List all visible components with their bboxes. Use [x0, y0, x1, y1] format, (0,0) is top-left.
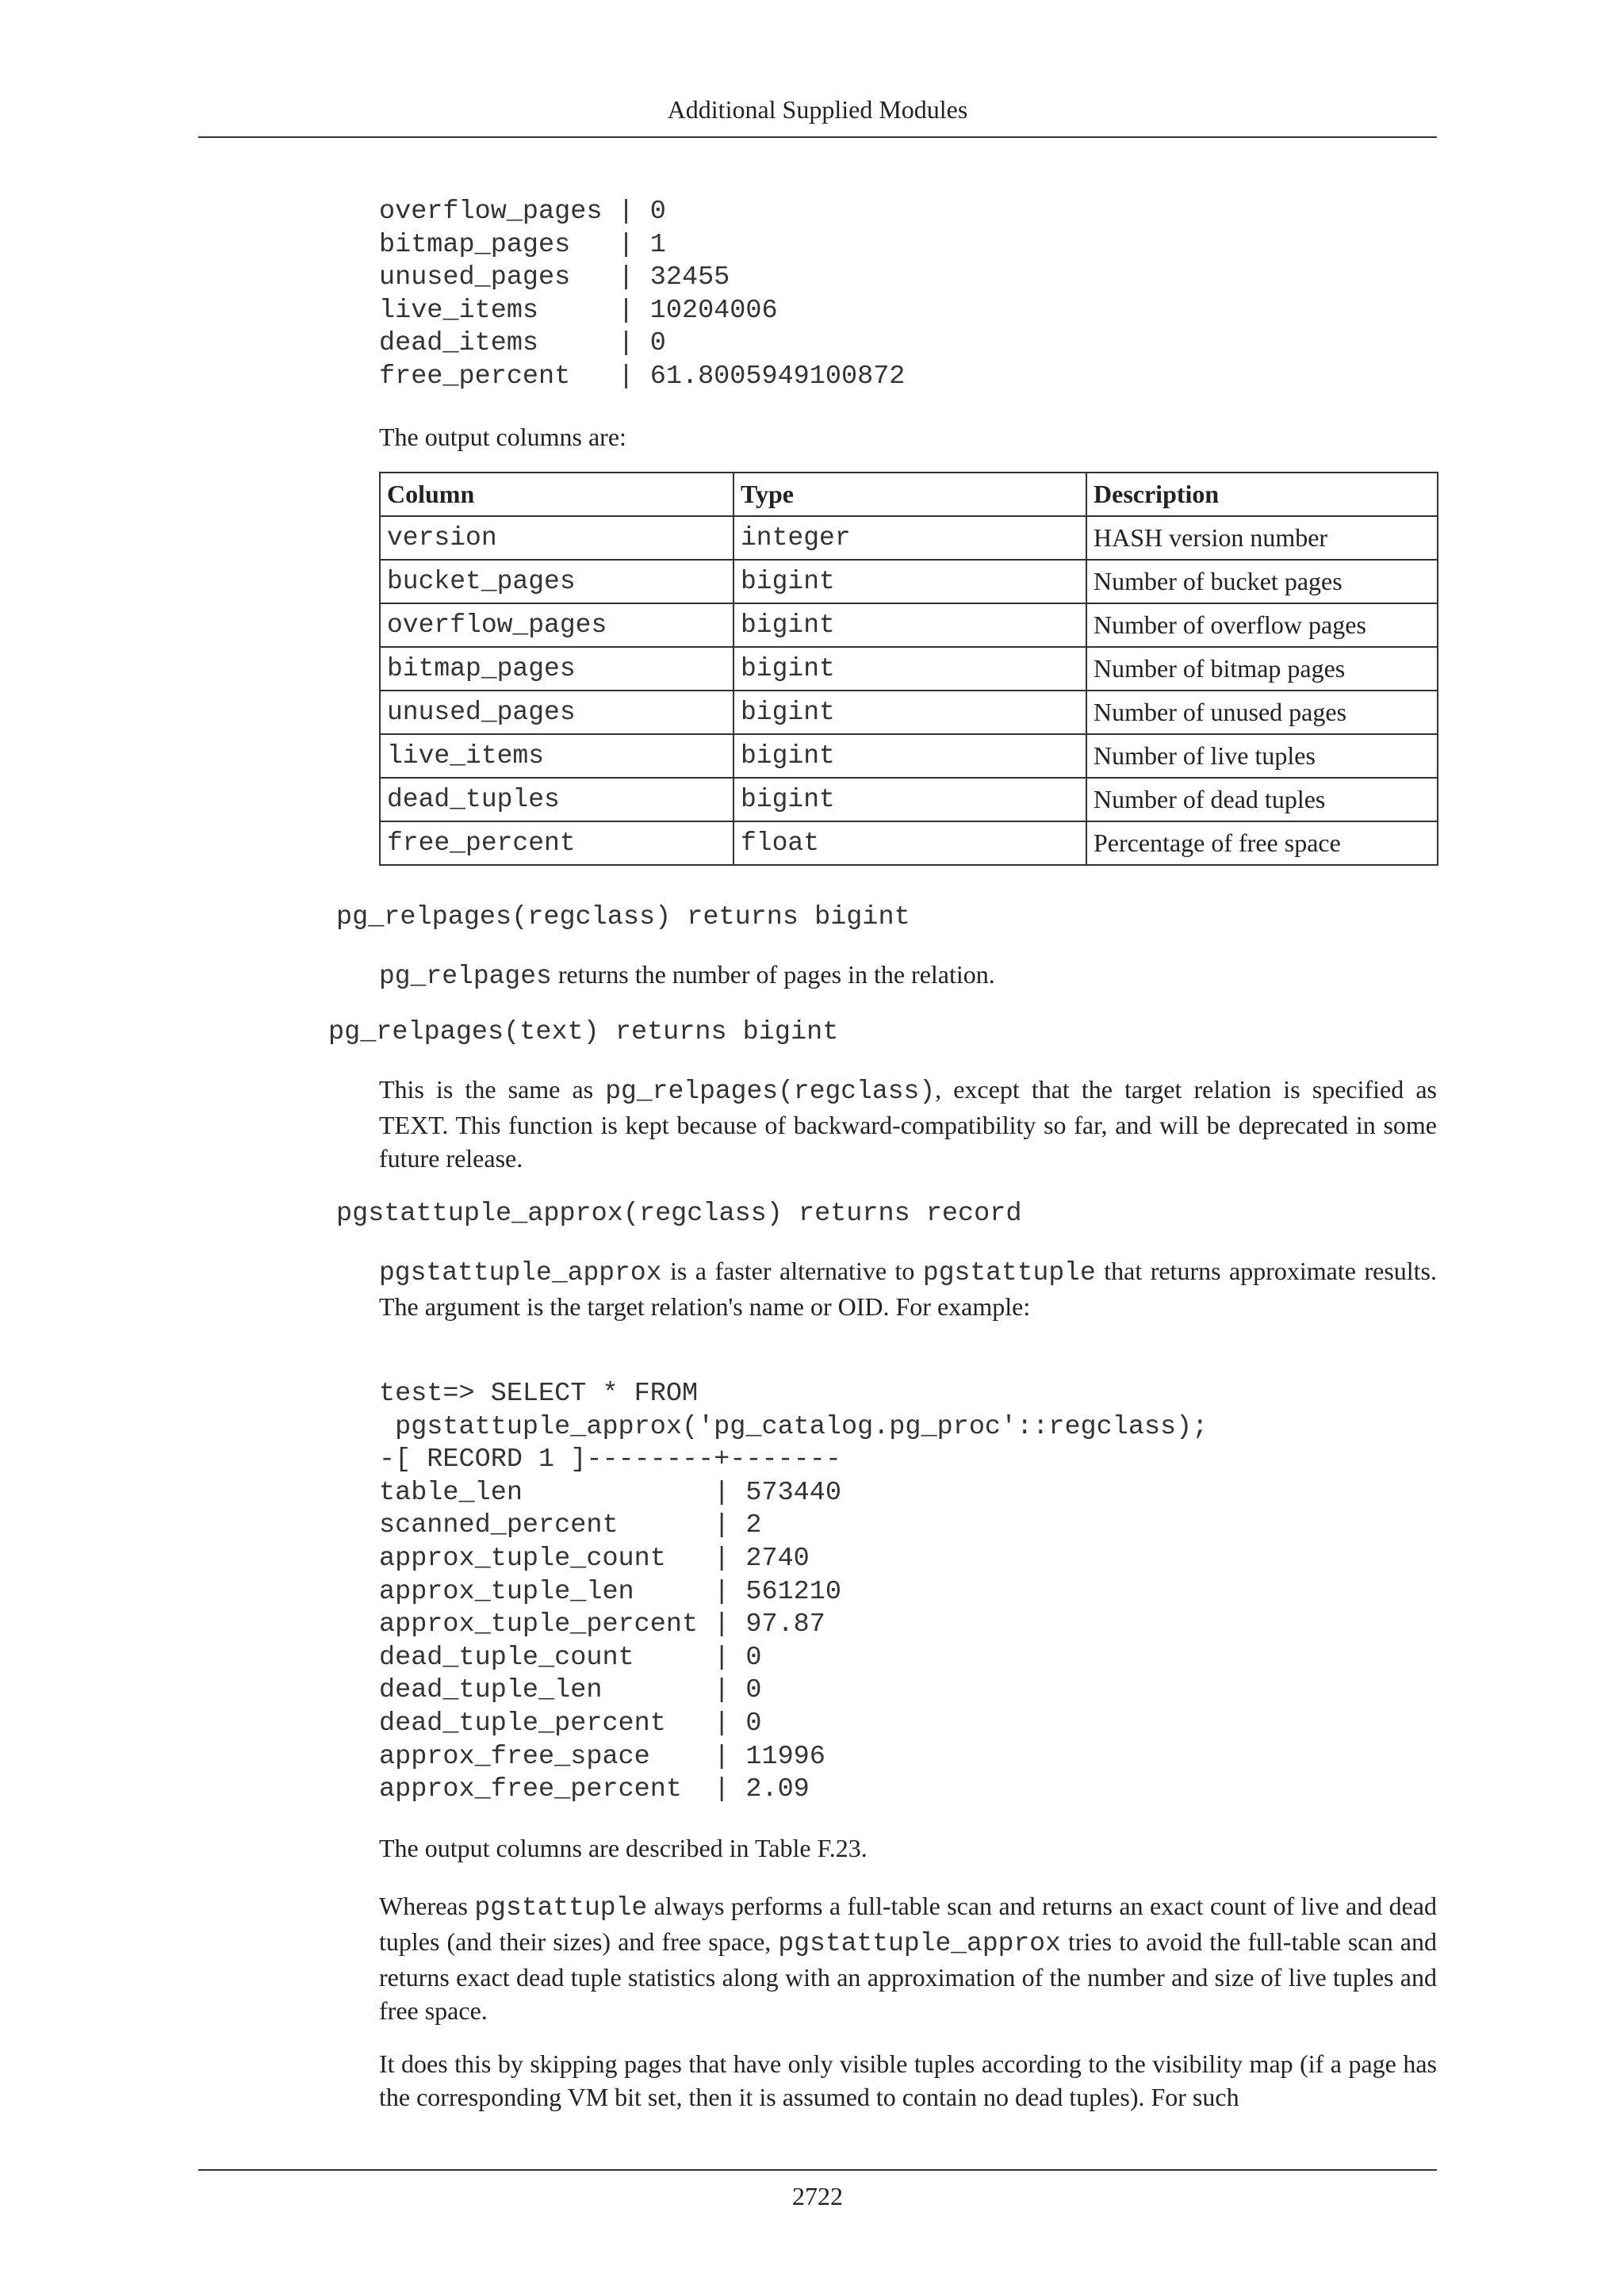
output-columns-reference: The output columns are described in Table F.23. — [379, 1834, 868, 1862]
column-description-cell: Number of bucket pages — [1086, 560, 1438, 603]
description-text: This is the same as — [379, 1075, 606, 1104]
table-row — [380, 734, 1438, 778]
column-name-cell: free_percent — [380, 821, 733, 865]
column-description-cell: Number of dead tuples — [1086, 778, 1438, 821]
table-row — [380, 691, 1438, 734]
column-description-cell: Number of overflow pages — [1086, 603, 1438, 647]
table-row — [380, 647, 1438, 691]
paragraph-text: tries to avoid the full-table scan and returns exact dead tuple statistics along with an approximation of the number and size of live tuples and free space. — [379, 1927, 1438, 2025]
inline-code: pgstattuple_approx — [778, 1929, 1061, 1958]
column-description-cell: HASH version number — [1086, 516, 1438, 560]
column-type-cell: bigint — [733, 778, 1086, 821]
column-type-cell: bigint — [733, 734, 1086, 778]
column-description-cell: Number of unused pages — [1086, 691, 1438, 734]
pg-relpages-text-description — [379, 1073, 1437, 1175]
column-type-cell: float — [733, 821, 1086, 865]
description-text: that returns approximate results. The argument is the target relation's name or OID. For example: — [379, 1257, 1438, 1321]
type-header: Type — [733, 473, 1086, 516]
column-description-cell: Number of live tuples — [1086, 734, 1438, 778]
column-type-cell: bigint — [733, 647, 1086, 691]
footer-divider — [198, 2169, 1437, 2171]
column-name-cell: live_items — [380, 734, 733, 778]
output-columns-table — [379, 472, 1438, 866]
hash-stats-output: overflow_pages | 0 bitmap_pages | 1 unused_pages | 32455 live_items | 10204006 dead_items | 0 free_percent | 61.8005949100872 — [379, 197, 906, 392]
inline-code: pgstattuple — [922, 1258, 1096, 1288]
description-header: Description — [1086, 473, 1438, 516]
column-name-cell: unused_pages — [380, 691, 733, 734]
pg-relpages-regclass-signature: pg_relpages(regclass) returns bigint — [336, 902, 910, 932]
output-columns-intro: The output columns are: — [379, 423, 626, 451]
pg-relpages-regclass-description — [379, 958, 1437, 993]
column-type-cell: bigint — [733, 560, 1086, 603]
column-header: Column — [380, 473, 733, 516]
header-divider — [198, 136, 1437, 138]
column-type-cell: bigint — [733, 691, 1086, 734]
table-header-row — [380, 473, 1438, 516]
table-row — [380, 560, 1438, 603]
table-row — [380, 821, 1438, 865]
page-number: 2722 — [792, 2182, 843, 2210]
pgstattuple-approx-example: test=> SELECT * FROM pgstattuple_approx('pg_catalog.pg_proc'::regclass); -[ RECORD 1 ]--------+------- table_len | 573440 scanned_percent | 2 approx_tuple_count | 2740 approx_tuple_len | 561210 approx_tuple_percent | 97.87 dead_tuple_count | 0 dead_tuple_len | 0 dead_tuple_percent | 0 approx_free_space | 11996 approx_free_percent | 2.09 — [379, 1379, 1208, 1805]
paragraph-text: always performs a full-table scan and returns an exact count of live and dead tuples (and their sizes) and free space, — [379, 1892, 1438, 1956]
column-name-cell: overflow_pages — [380, 603, 733, 647]
running-header: Additional Supplied Modules — [667, 95, 968, 124]
inline-code: pg_relpages — [379, 962, 552, 991]
description-text: returns the number of pages in the relation. — [551, 960, 995, 989]
pg-relpages-text-signature: pg_relpages(text) returns bigint — [328, 1017, 839, 1047]
column-type-cell: integer — [733, 516, 1086, 560]
column-name-cell: version — [380, 516, 733, 560]
visibility-map-paragraph: It does this by skipping pages that have only visible tuples according to the visibility map (if a page has the corresponding VM bit set, then it is assumed to contain no dead tuples). For such — [379, 2049, 1437, 2111]
whereas-paragraph — [379, 1889, 1437, 2027]
description-text: is a faster alternative to — [661, 1257, 923, 1285]
column-description-cell: Number of bitmap pages — [1086, 647, 1438, 691]
table-row — [380, 778, 1438, 821]
inline-code: pgstattuple_approx — [379, 1258, 662, 1288]
column-type-cell: bigint — [733, 603, 1086, 647]
column-name-cell: bucket_pages — [380, 560, 733, 603]
description-text: , except that the target relation is specified as TEXT. This function is kept because of backward-compatibility so far, and will be deprecated in some future release. — [379, 1075, 1438, 1173]
inline-code: pgstattuple — [474, 1893, 648, 1923]
table-row — [380, 603, 1438, 647]
column-name-cell: bitmap_pages — [380, 647, 733, 691]
column-description-cell: Percentage of free space — [1086, 821, 1438, 865]
paragraph-text: Whereas — [379, 1892, 475, 1920]
pgstattuple-approx-description — [379, 1254, 1437, 1323]
inline-code: pg_relpages(regclass) — [605, 1077, 936, 1106]
table-row — [380, 516, 1438, 560]
column-name-cell: dead_tuples — [380, 778, 733, 821]
pgstattuple-approx-signature: pgstattuple_approx(regclass) returns record — [336, 1199, 1022, 1229]
